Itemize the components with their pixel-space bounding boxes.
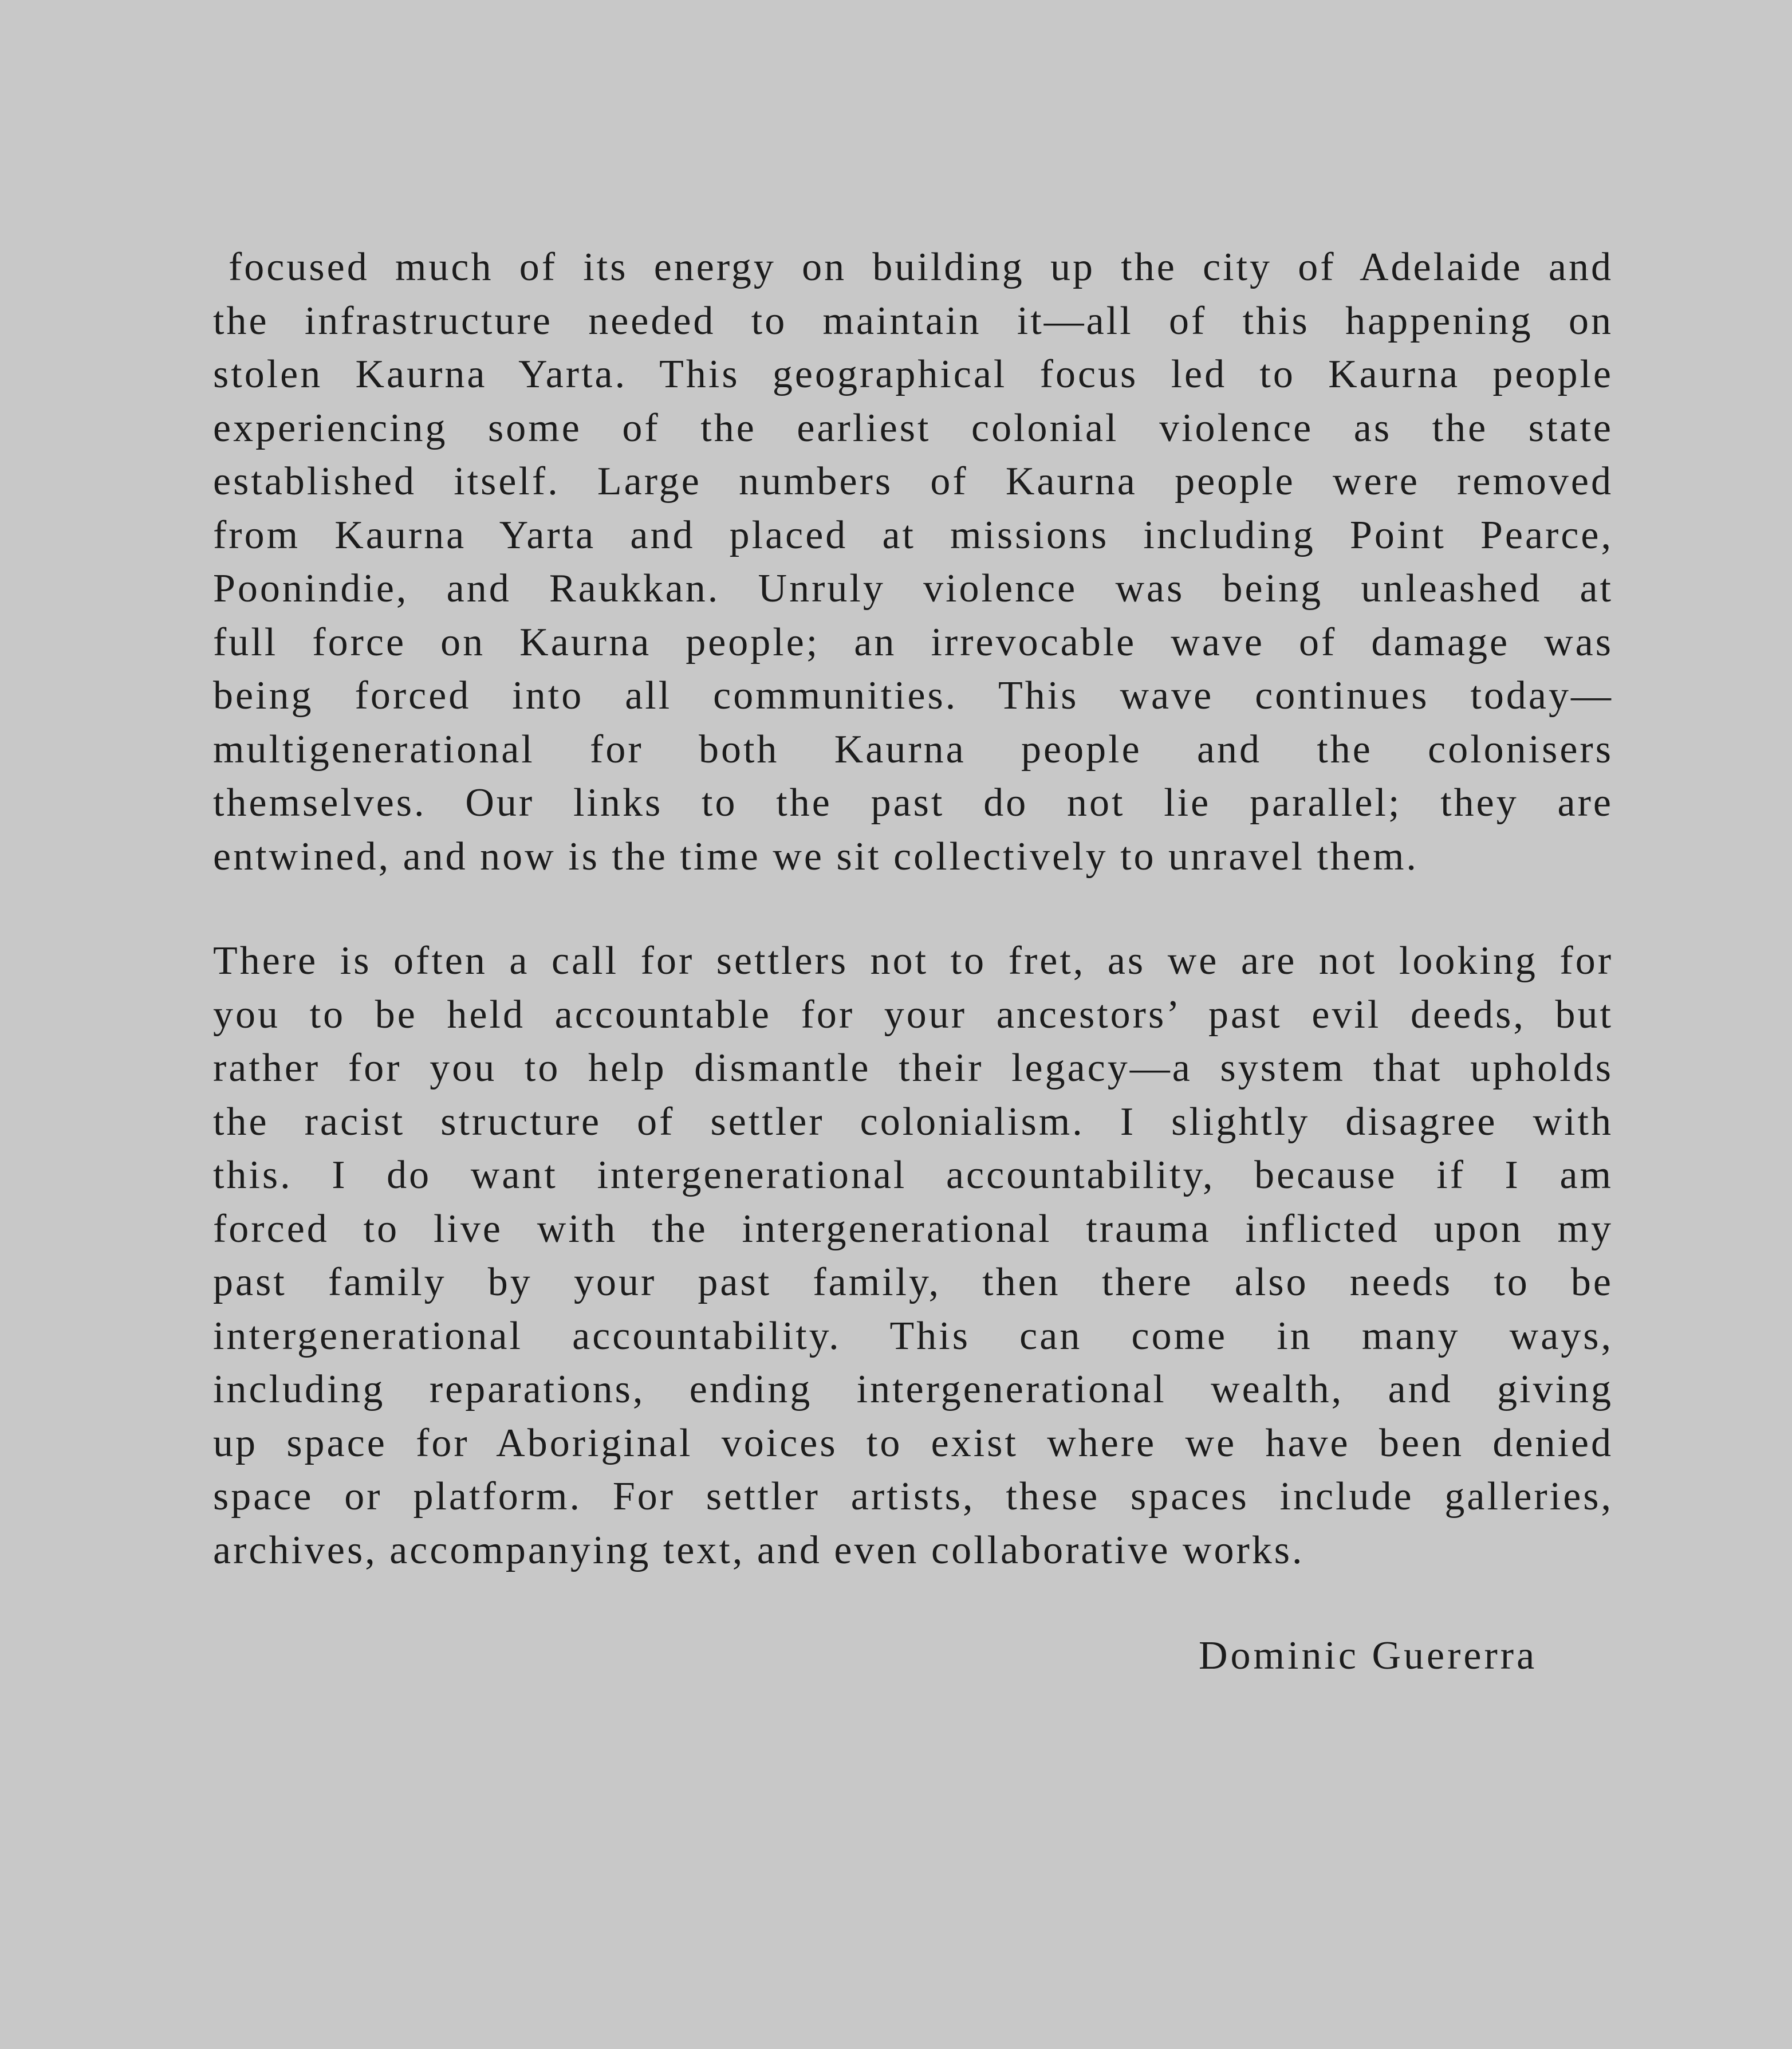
text-line: focused much of its energy on building up the city of Adelaide and xyxy=(229,245,1613,289)
text-line: multigenerational for both Kaurna people and the colonisers xyxy=(213,727,1613,772)
text-line: archives, accompanying text, and even collaborative works. xyxy=(213,1528,1305,1572)
author-signature: Dominic Guererra xyxy=(1199,1634,1538,1678)
text-line: the infrastructure needed to maintain it—all of this happening on xyxy=(213,298,1613,343)
text-line: There is often a call for settlers not to fret, as we are not looking for xyxy=(213,939,1613,983)
text-line: being forced into all communities. This wave continues today— xyxy=(213,674,1613,718)
text-line: you to be held accountable for your ancestors’ past evil deeds, but xyxy=(213,992,1613,1037)
text-line: the racist structure of settler colonialism. I slightly disagree with xyxy=(213,1099,1613,1144)
text-line: entwined, and now is the time we sit collectively to unravel them. xyxy=(213,834,1419,879)
text-line: Poonindie, and Raukkan. Unruly violence was being unleashed at xyxy=(213,567,1613,611)
text-line: forced to live with the intergenerational trauma inflicted upon my xyxy=(213,1206,1613,1251)
text-line: full force on Kaurna people; an irrevocable wave of damage was xyxy=(213,620,1613,664)
text-line: from Kaurna Yarta and placed at missions including Point Pearce, xyxy=(213,513,1613,557)
paragraph-2 xyxy=(213,934,1613,1577)
text-line: intergenerational accountability. This can come in many ways, xyxy=(213,1313,1613,1358)
text-line: past family by your past family, then there also needs to be xyxy=(213,1260,1613,1304)
text-line: experiencing some of the earliest colonial violence as the state xyxy=(213,406,1613,450)
text-line: this. I do want intergenerational accountability, because if I am xyxy=(213,1153,1613,1197)
text-line: space or platform. For settler artists, these spaces include galleries, xyxy=(213,1474,1613,1519)
text-line: themselves. Our links to the past do not lie parallel; they are xyxy=(213,781,1613,825)
paragraph-1 xyxy=(213,241,1613,883)
text-line: up space for Aboriginal voices to exist where we have been denied xyxy=(213,1421,1613,1465)
text-line: established itself. Large numbers of Kaurna people were removed xyxy=(213,459,1613,504)
text-line: rather for you to help dismantle their legacy—a system that upholds xyxy=(213,1046,1613,1090)
text-line: including reparations, ending intergenerational wealth, and giving xyxy=(213,1367,1613,1411)
text-line: stolen Kaurna Yarta. This geographical focus led to Kaurna people xyxy=(213,352,1613,396)
